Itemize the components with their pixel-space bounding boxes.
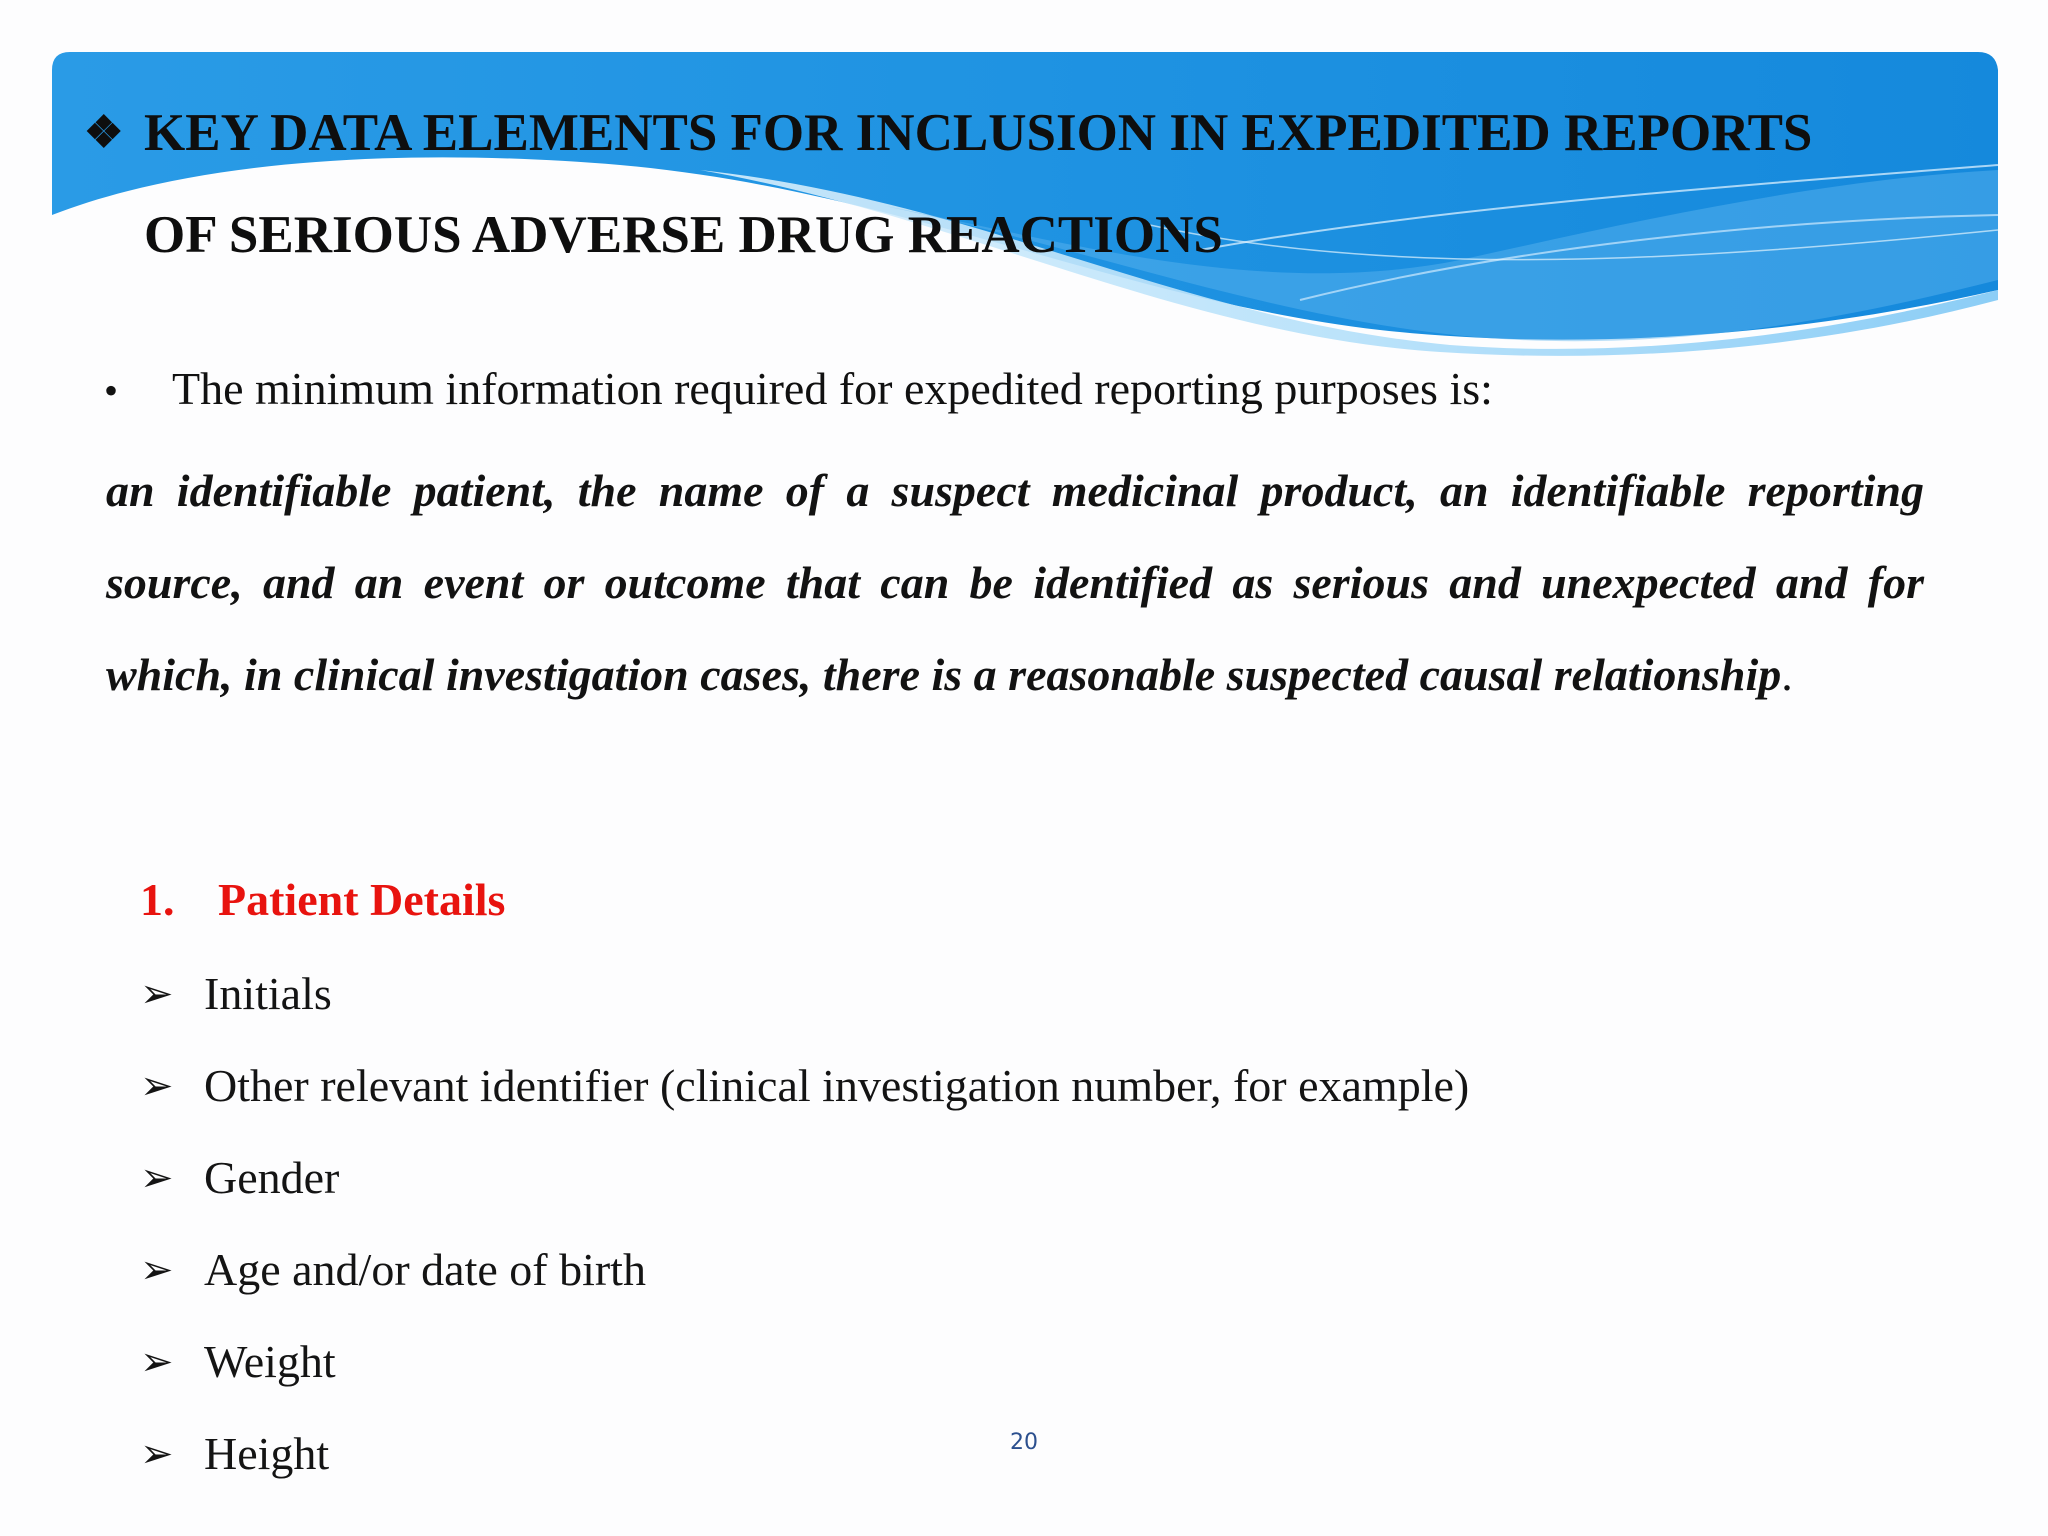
section-number: 1. xyxy=(140,874,175,925)
list-item-other-identifier xyxy=(140,1040,1469,1132)
slide-title xyxy=(84,82,1984,286)
arrow-bullet-icon: ➢ xyxy=(140,1155,174,1201)
list-item-text: Other relevant identifier (clinical investigation number, for example) xyxy=(204,1060,1470,1111)
patient-details-list xyxy=(140,948,1469,1500)
list-item-weight xyxy=(140,1316,1469,1408)
diamond-bullet-icon: ❖ xyxy=(84,108,124,157)
definition-text: an identifiable patient, the name of a suspect medicinal product, an identifiable reporting source, and an event or outcome that can be identified as serious and unexpected and for which, in clinical investigation cases, there is a reasonable suspected causal relationship xyxy=(106,465,1924,700)
arrow-bullet-icon: ➢ xyxy=(140,1247,174,1293)
arrow-bullet-icon: ➢ xyxy=(140,1063,174,1109)
list-item-initials xyxy=(140,948,1469,1040)
list-item-height xyxy=(140,1408,1469,1500)
list-item-gender xyxy=(140,1132,1469,1224)
list-item-age xyxy=(140,1224,1469,1316)
bullet-dot-icon: • xyxy=(104,368,119,413)
section-title: Patient Details xyxy=(218,874,506,925)
intro-text: The minimum information required for expedited reporting purposes is: xyxy=(172,363,1493,414)
minimum-information-definition xyxy=(106,445,1924,721)
section-heading-patient-details xyxy=(140,868,505,932)
list-item-text: Initials xyxy=(204,968,332,1019)
list-item-text: Age and/or date of birth xyxy=(204,1244,646,1295)
title-line-2: OF SERIOUS ADVERSE DRUG REACTIONS xyxy=(144,206,1223,264)
page-number: 20 xyxy=(1010,1430,1038,1455)
title-line-1: KEY DATA ELEMENTS FOR INCLUSION IN EXPEDITED REPORTS xyxy=(144,104,1813,162)
list-item-text: Height xyxy=(204,1428,330,1479)
arrow-bullet-icon: ➢ xyxy=(140,1339,174,1385)
arrow-bullet-icon: ➢ xyxy=(140,971,174,1017)
list-item-text: Gender xyxy=(204,1152,340,1203)
definition-period: . xyxy=(1781,649,1793,700)
list-item-text: Weight xyxy=(204,1336,336,1387)
intro-bullet-point xyxy=(104,354,1493,426)
arrow-bullet-icon: ➢ xyxy=(140,1431,174,1477)
